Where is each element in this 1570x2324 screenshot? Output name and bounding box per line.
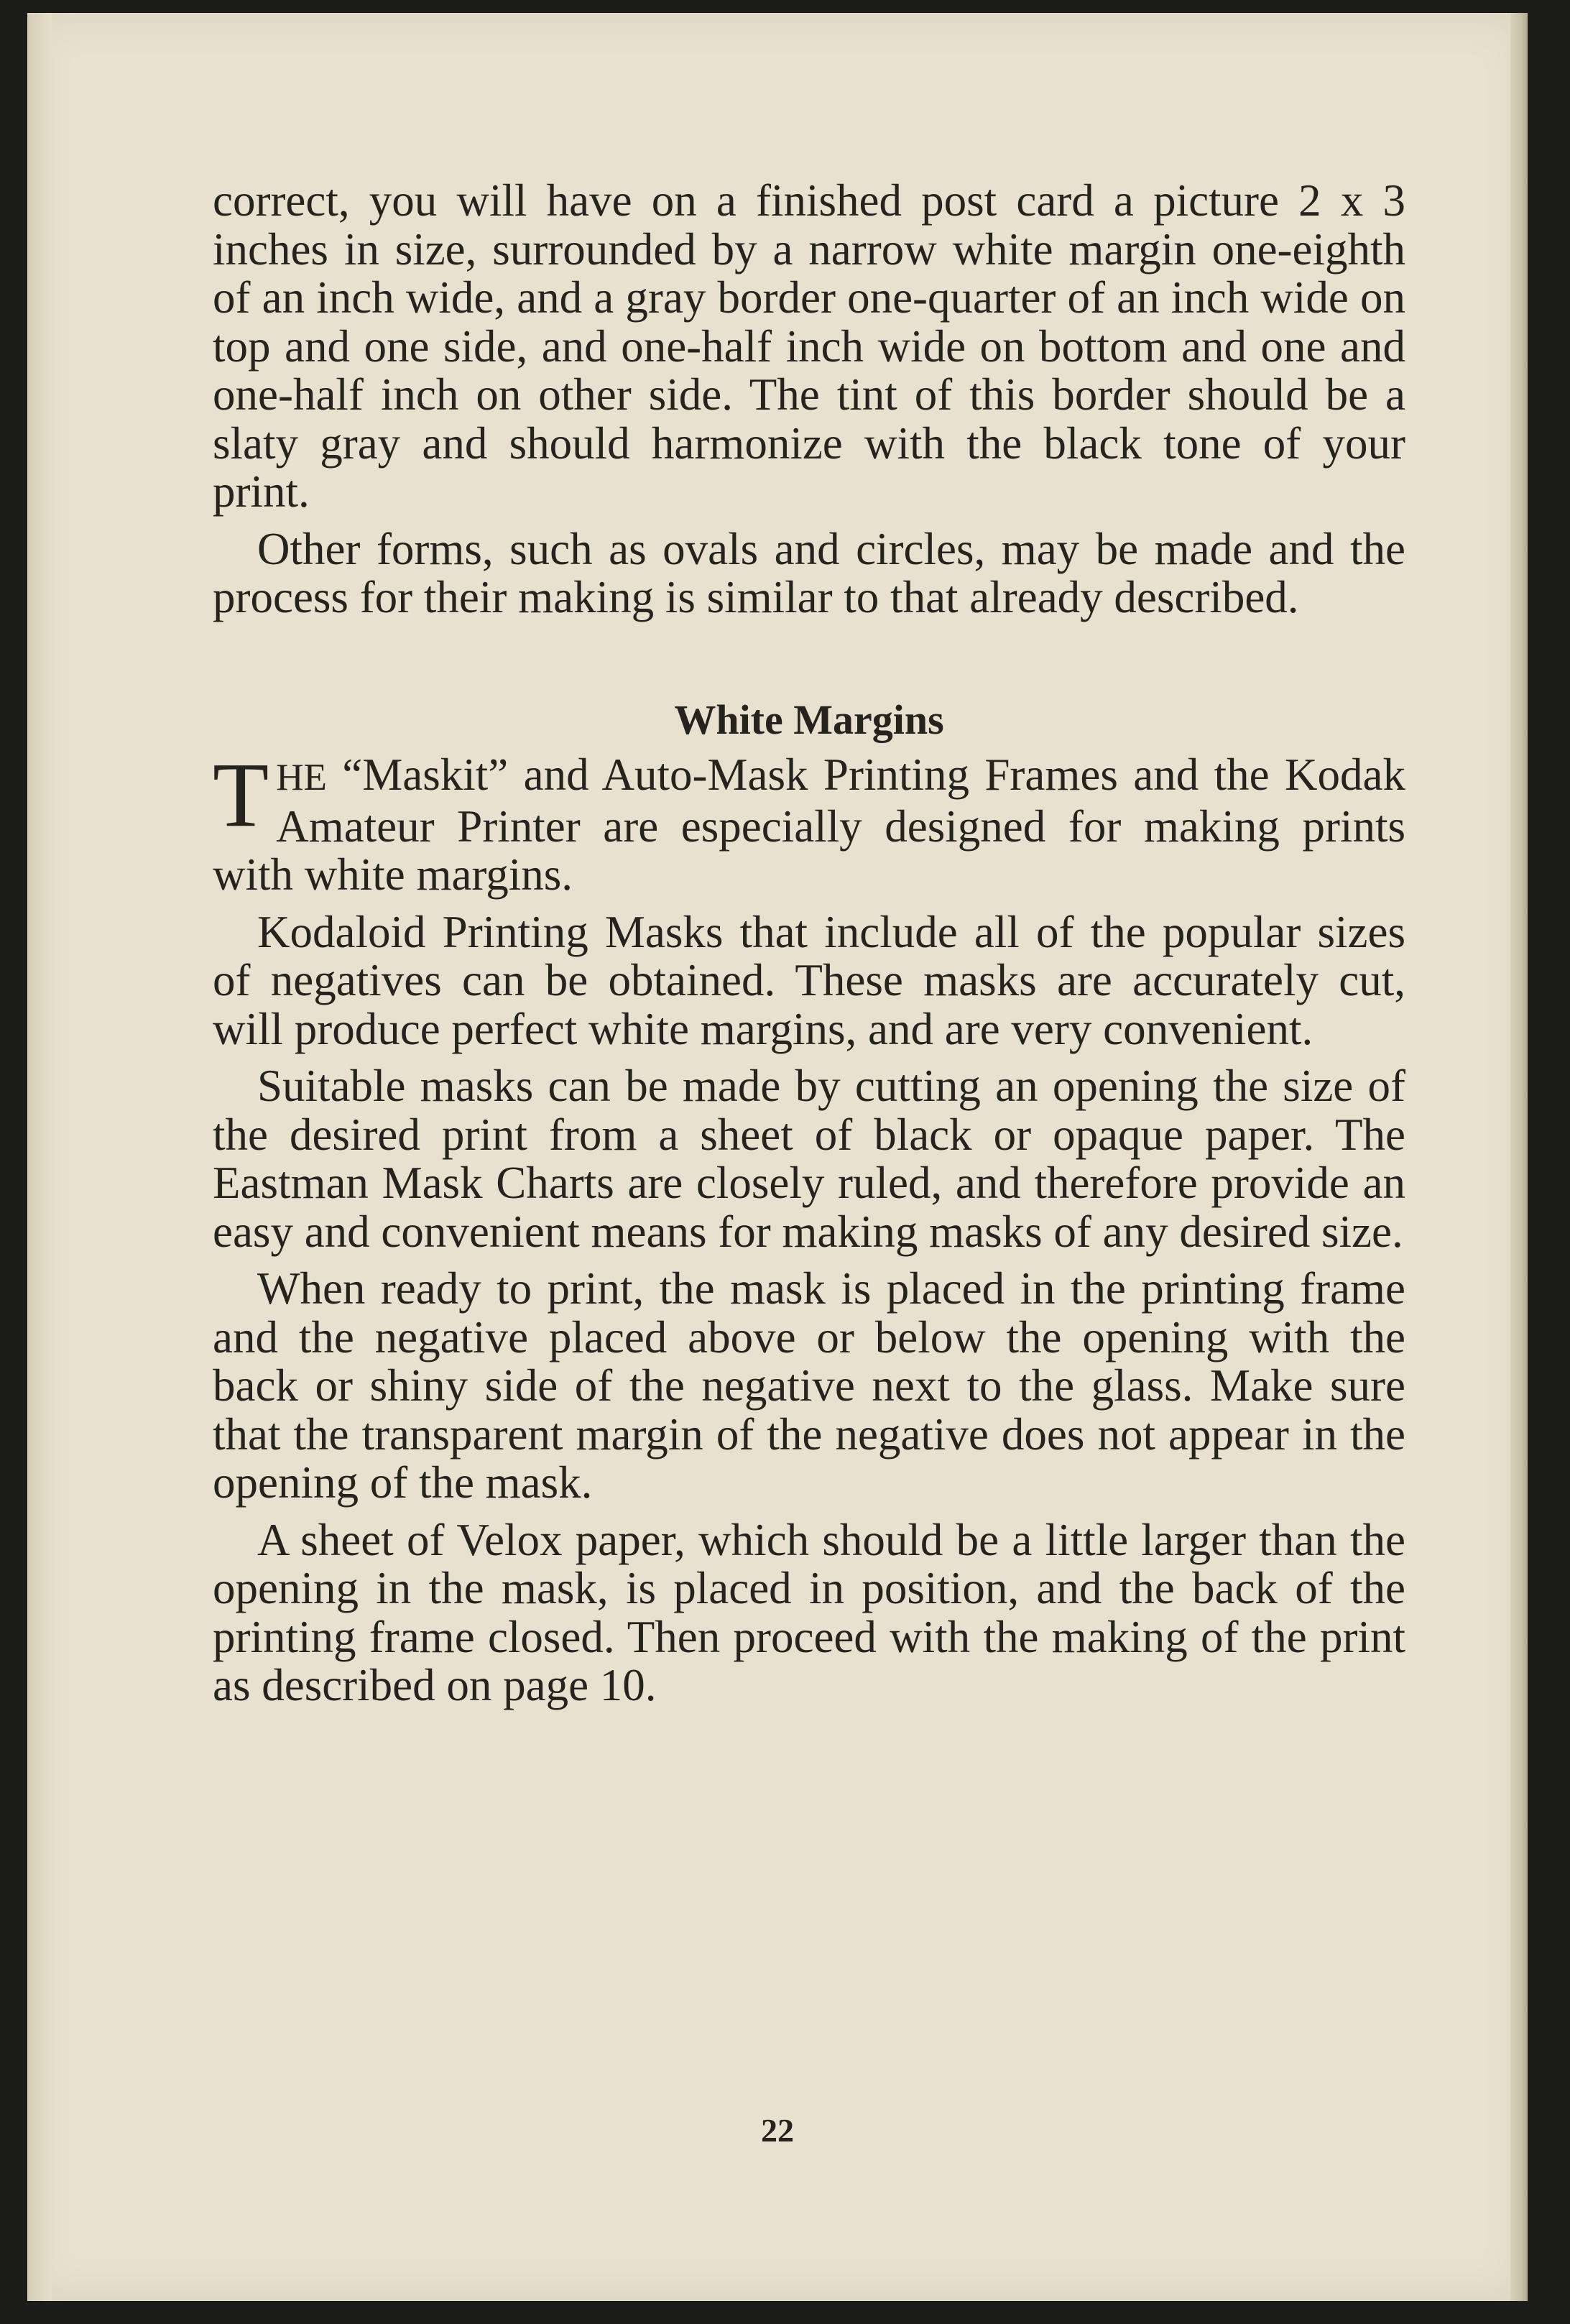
page-number: 22 [761, 2112, 794, 2149]
body-text [213, 177, 1405, 1719]
paragraph: Kodaloid Printing Masks that include all of the popular sizes of negatives can be obtained. These masks are accurately cut, will produce perfect white margins, and are very convenient. [213, 906, 1405, 1054]
paragraph-text: “Maskit” and Auto-Mask Printing Frames and the Kodak Amateur Printer are especially designed for making prints with white margins. [213, 750, 1405, 900]
small-caps-word: HE [276, 757, 327, 798]
paragraph: When ready to print, the mask is placed in the printing frame and the negative placed above or below the opening with the back or shiny side of the negative next to the glass. Make sure that the transparent margin of the negative does not appear in the opening of the mask. [213, 1263, 1405, 1508]
paragraph-with-drop-cap [213, 744, 1405, 900]
paragraph: A sheet of Velox paper, which should be a little larger than the opening in the mask, is placed in position, and the back of the printing frame closed. Then proceed with the making of the print as described on page 10. [213, 1514, 1405, 1710]
section-heading: White Margins [674, 696, 944, 743]
page-gutter [27, 13, 52, 2301]
drop-cap-letter: T [213, 744, 269, 846]
paragraph: Suitable masks can be made by cutting an opening the size of the desired print from a sheet of black or opaque paper. The Eastman Mask Charts are closely ruled, and therefore provide an easy and convenient means for making masks of any desired size. [213, 1061, 1405, 1257]
page-fore-edge [1510, 13, 1528, 2301]
book-page [27, 13, 1528, 2301]
paragraph: Other forms, such as ovals and circles, may be made and the process for their making is similar to that already described. [213, 523, 1405, 622]
paragraph-continued: correct, you will have on a finished post card a picture 2 x 3 inches in size, surrounded by a narrow white margin one-eighth of an inch wide, and a gray border one-quarter of an inch wide on top and one side, and one-half inch wide on bottom and one and one-half inch on other side. The tint of this border should be a slaty gray and should harmonize with the black tone of your print. [213, 175, 1405, 517]
